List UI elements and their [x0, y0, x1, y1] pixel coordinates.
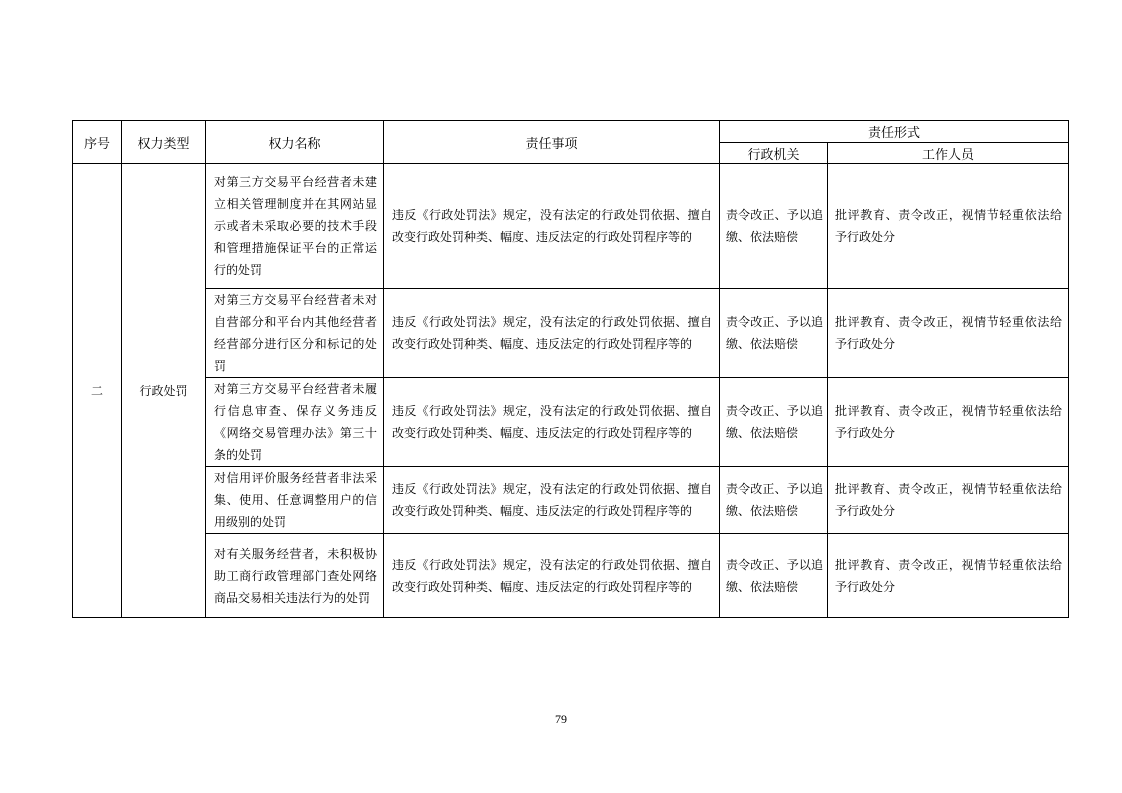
page-number: 79 — [555, 712, 567, 726]
responsibility-table — [72, 120, 1069, 618]
table-row — [73, 378, 1069, 467]
matter-cell: 违反《行政处罚法》规定，没有法定的行政处罚依据、擅自改变行政处罚种类、幅度、违反法定的行政处罚程序等的 — [384, 534, 720, 618]
power-name-cell: 对有关服务经营者，未积极协助工商行政管理部门查处网络商品交易相关违法行为的处罚 — [206, 534, 384, 618]
admin-organ-cell: 责令改正、予以追缴、依法赔偿 — [720, 534, 828, 618]
group-power-type: 行政处罚 — [122, 164, 206, 618]
power-name-cell: 对第三方交易平台经营者未履行信息审查、保存义务违反《网络交易管理办法》第三十条的处罚 — [206, 378, 384, 467]
admin-organ-cell: 责令改正、予以追缴、依法赔偿 — [720, 467, 828, 534]
matter-cell: 违反《行政处罚法》规定，没有法定的行政处罚依据、擅自改变行政处罚种类、幅度、违反法定的行政处罚程序等的 — [384, 467, 720, 534]
staff-cell: 批评教育、责令改正，视情节轻重依法给予行政处分 — [828, 534, 1069, 618]
matter-cell: 违反《行政处罚法》规定，没有法定的行政处罚依据、擅自改变行政处罚种类、幅度、违反法定的行政处罚程序等的 — [384, 378, 720, 467]
group-seq: 二 — [73, 164, 122, 618]
header-seq: 序号 — [73, 121, 122, 164]
power-name-cell: 对第三方交易平台经营者未建立相关管理制度并在其网站显示或者未采取必要的技术手段和管理措施保证平台的正常运行的处罚 — [206, 164, 384, 289]
header-power-type: 权力类型 — [122, 121, 206, 164]
header-admin-organ: 行政机关 — [720, 143, 828, 164]
table-row — [73, 289, 1069, 378]
admin-organ-cell: 责令改正、予以追缴、依法赔偿 — [720, 378, 828, 467]
table-row — [73, 534, 1069, 618]
header-power-name: 权力名称 — [206, 121, 384, 164]
staff-cell: 批评教育、责令改正，视情节轻重依法给予行政处分 — [828, 467, 1069, 534]
header-row — [73, 121, 1069, 143]
power-name-cell: 对第三方交易平台经营者未对自营部分和平台内其他经营者经营部分进行区分和标记的处罚 — [206, 289, 384, 378]
header-staff: 工作人员 — [828, 143, 1069, 164]
matter-cell: 违反《行政处罚法》规定，没有法定的行政处罚依据、擅自改变行政处罚种类、幅度、违反法定的行政处罚程序等的 — [384, 289, 720, 378]
admin-organ-cell: 责令改正、予以追缴、依法赔偿 — [720, 164, 828, 289]
header-responsibility-form: 责任形式 — [720, 121, 1069, 143]
table-row — [73, 164, 1069, 289]
power-name-cell: 对信用评价服务经营者非法采集、使用、任意调整用户的信用级别的处罚 — [206, 467, 384, 534]
matter-cell: 违反《行政处罚法》规定，没有法定的行政处罚依据、擅自改变行政处罚种类、幅度、违反法定的行政处罚程序等的 — [384, 164, 720, 289]
staff-cell: 批评教育、责令改正，视情节轻重依法给予行政处分 — [828, 289, 1069, 378]
staff-cell: 批评教育、责令改正，视情节轻重依法给予行政处分 — [828, 378, 1069, 467]
admin-organ-cell: 责令改正、予以追缴、依法赔偿 — [720, 289, 828, 378]
staff-cell: 批评教育、责令改正，视情节轻重依法给予行政处分 — [828, 164, 1069, 289]
header-responsibility-matter: 责任事项 — [384, 121, 720, 164]
table-row — [73, 467, 1069, 534]
